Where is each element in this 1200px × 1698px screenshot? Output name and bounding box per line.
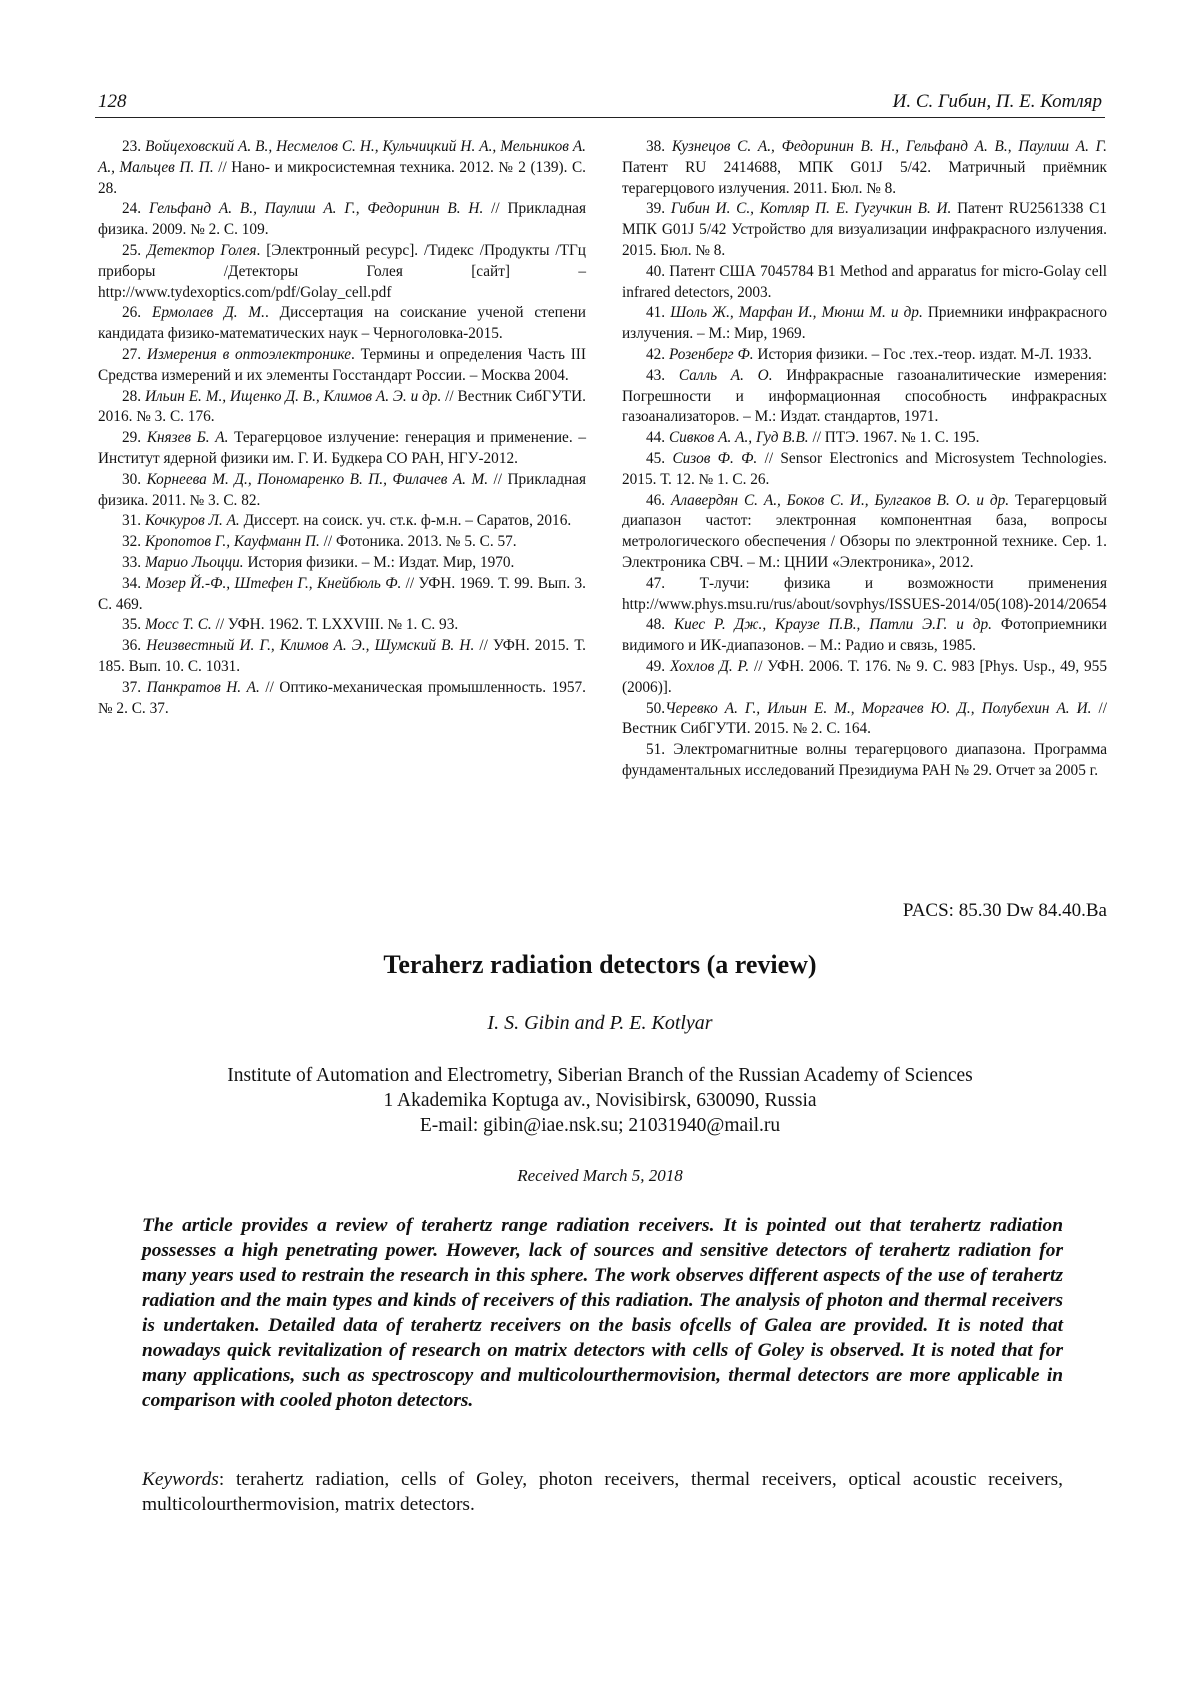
reference-item bbox=[98, 574, 586, 616]
reference-authors: Кузнецов С. А., Федоринин В. Н., Гельфанд А. В., Паулиш А. Г. bbox=[672, 138, 1107, 155]
references-left-column bbox=[98, 137, 586, 719]
reference-number: 47. bbox=[646, 575, 700, 592]
reference-authors: Мозер Й.-Ф., Штефен Г., Кнейбюль Ф. bbox=[145, 575, 401, 592]
reference-text: // Фотоника. 2013. № 5. С. 57. bbox=[320, 533, 517, 550]
reference-text: // Оптико-механическая промышленность. 1957. № 2. С. 37. bbox=[98, 679, 586, 717]
reference-number: 42. bbox=[646, 346, 669, 363]
reference-authors: Хохлов Д. Р. bbox=[670, 658, 749, 675]
reference-authors: Князев Б. А. bbox=[147, 429, 229, 446]
reference-authors: Войцеховский А. В., Несмелов С. Н., Кульчицкий Н. А., Мельников А. А., Мальцев П. П. bbox=[98, 138, 586, 176]
reference-authors: Гельфанд А. В., Паулиш А. Г., Федоринин В. Н. bbox=[149, 200, 483, 217]
reference-number: 36. bbox=[122, 637, 146, 654]
reference-text: // ПТЭ. 1967. № 1. С. 195. bbox=[809, 429, 980, 446]
reference-number: 41. bbox=[646, 304, 670, 321]
reference-text: // УФН. 1969. Т. 99. Вып. 3. С. 469. bbox=[98, 575, 586, 613]
reference-number: 38. bbox=[646, 138, 672, 155]
reference-text: Электромагнитные волны терагерцового диапазона. Программа фундаментальных исследований Президиума РАН № 29. Отчет за 2005 г. bbox=[622, 741, 1107, 779]
page-header bbox=[95, 91, 1105, 118]
reference-authors: Кочкуров Л. А. bbox=[145, 512, 240, 529]
keywords bbox=[142, 1467, 1063, 1517]
reference-item bbox=[98, 636, 586, 678]
reference-item bbox=[98, 345, 586, 387]
reference-number: 51. bbox=[646, 741, 673, 758]
reference-authors: Неизвестный И. Г., Климов А. Э., Шумский В. Н. bbox=[146, 637, 474, 654]
reference-item bbox=[622, 345, 1107, 366]
reference-number: 46. bbox=[646, 492, 671, 509]
reference-item bbox=[622, 574, 1107, 616]
reference-item bbox=[98, 615, 586, 636]
reference-number: 44. bbox=[646, 429, 669, 446]
reference-item bbox=[622, 366, 1107, 428]
reference-text: // УФН. 2006. Т. 176. № 9. С. 983 [Phys. Usp., 49, 955 (2006)]. bbox=[622, 658, 1107, 696]
reference-authors: Алавердян С. А., Боков С. И., Булгаков В. О. и др. bbox=[671, 492, 1009, 509]
reference-text: // Нано- и микросистемная техника. 2012. № 2 (139). С. 28. bbox=[98, 159, 586, 197]
reference-authors: Кропотов Г., Кауфманн П. bbox=[145, 533, 320, 550]
reference-item bbox=[622, 491, 1107, 574]
reference-number: 39. bbox=[646, 200, 671, 217]
reference-item bbox=[622, 262, 1107, 304]
reference-item bbox=[98, 137, 586, 199]
affiliation bbox=[0, 1063, 1200, 1138]
reference-item bbox=[98, 199, 586, 241]
reference-authors: Корнеева М. Д., Пономаренко В. П., Филачев А. М. bbox=[147, 471, 488, 488]
reference-number: 32. bbox=[122, 533, 145, 550]
reference-number: 23. bbox=[122, 138, 145, 155]
reference-number: 43. bbox=[646, 367, 679, 384]
reference-number: 26. bbox=[122, 304, 152, 321]
reference-text: // Прикладная физика. 2011. № 3. С. 82. bbox=[98, 471, 586, 509]
reference-number: 27. bbox=[122, 346, 147, 363]
affiliation-line: Institute of Automation and Electrometry, Siberian Branch of the Russian Academy of Sciences bbox=[0, 1063, 1200, 1088]
reference-number: 48. bbox=[646, 616, 674, 633]
keywords-label: Keywords bbox=[142, 1469, 219, 1490]
reference-item bbox=[98, 241, 586, 303]
abstract: The article provides a review of terahertz range radiation receivers. It is pointed out that terahertz radiation possesses a high penetrating power. However, lack of sources and sensitive detectors of terahertz radiation for many years used to restrain the research in this sphere. The work observes different aspects of the use of terahertz radiation and the main types and kinds of receivers of this radiation. The analysis of photon and thermal receivers is undertaken. Detailed data of terahertz receivers on the basis ofcells of Galea are provided. It is noted that nowadays quick revitalization of research on matrix detectors with cells of Goley is observed. It is noted that for many applications, such as spectroscopy and multicolourthermovision, thermal detectors are more applicable in comparison with cooled photon detectors. bbox=[142, 1213, 1063, 1413]
article-authors: I. S. Gibin and P. E. Kotlyar bbox=[0, 1012, 1200, 1035]
reference-text: Терагерцовое излучение: генерация и применение. – Институт ядерной физики им. Г. И. Будкера СО РАН, НГУ-2012. bbox=[98, 429, 586, 467]
reference-item bbox=[622, 303, 1107, 345]
reference-text: . Термины и определения Часть III Средства измерений и их элементы Госстандарт России. – Москва 2004. bbox=[98, 346, 586, 384]
reference-item bbox=[98, 532, 586, 553]
reference-authors: Марио Льоцци. bbox=[145, 554, 244, 571]
reference-text: Терагерцовый диапазон частот: электронная компонентная база, вопросы метрологического обеспечения / Обзоры по электронной технике. Сер. 1. Электроника СВЧ. – М.: ЦНИИ «Электроника», 2012. bbox=[622, 492, 1107, 571]
reference-number: 49. bbox=[646, 658, 670, 675]
reference-authors: Розенберг Ф. bbox=[669, 346, 754, 363]
reference-text: Патент США 7045784 B1 Method and apparatus for micro-Golay cell infrared detectors, 2003. bbox=[622, 263, 1107, 301]
reference-item bbox=[622, 657, 1107, 699]
reference-authors: Ильин Е. М., Ищенко Д. В., Климов А. Э. и др. bbox=[145, 388, 441, 405]
reference-text: // УФН. 2015. Т. 185. Вып. 10. С. 1031. bbox=[98, 637, 586, 675]
reference-number: 50. bbox=[646, 700, 665, 717]
reference-text: // Вестник СибГУТИ. 2016. № 3. С. 176. bbox=[98, 388, 586, 426]
reference-text: Инфракрасные газоаналитические измерения: Погрешности и информационная способность инфракрасных газоанализаторов. – М.: Издат. стандартов, 1971. bbox=[622, 367, 1107, 426]
reference-number: 33. bbox=[122, 554, 145, 571]
reference-text: // Прикладная физика. 2009. № 2. С. 109. bbox=[98, 200, 586, 238]
pacs-code: PACS: 85.30 Dw 84.40.Ba bbox=[903, 900, 1107, 922]
reference-item bbox=[622, 199, 1107, 261]
reference-item bbox=[98, 387, 586, 429]
reference-item bbox=[622, 137, 1107, 199]
reference-text: // Вестник СибГУТИ. 2015. № 2. С. 164. bbox=[622, 700, 1107, 738]
received-date: Received March 5, 2018 bbox=[0, 1166, 1200, 1186]
reference-text: Т-лучи: физика и возможности применения http://www.phys.msu.ru/rus/about/sovphys/ISSUES-2014/05(108)-2014/20654 bbox=[622, 575, 1107, 613]
reference-number: 24. bbox=[122, 200, 149, 217]
reference-text: . [Электронный ресурс]. /Тидекс /Продукты /ТГц приборы /Детекторы Голея [сайт] – http://www.tydexoptics.com/pdf/Golay_cell.pdf bbox=[98, 242, 586, 301]
reference-item bbox=[98, 553, 586, 574]
reference-item bbox=[98, 470, 586, 512]
running-head: И. С. Гибин, П. Е. Котляр bbox=[893, 91, 1102, 113]
reference-number: 28. bbox=[122, 388, 145, 405]
page-number: 128 bbox=[98, 91, 127, 113]
reference-number: 25. bbox=[122, 242, 147, 259]
reference-text: // УФН. 1962. Т. LXXVIII. № 1. С. 93. bbox=[212, 616, 458, 633]
reference-text: История физики. – Гос .тех.-теор. издат. М-Л. 1933. bbox=[754, 346, 1092, 363]
reference-item bbox=[98, 428, 586, 470]
reference-text: Диссерт. на соиск. уч. ст.к. ф-м.н. – Саратов, 2016. bbox=[240, 512, 571, 529]
reference-item bbox=[98, 303, 586, 345]
reference-text: Патент RU 2414688, МПК G01J 5/42. Матричный приёмник терагерцового излучения. 2011. Бюл. № 8. bbox=[622, 159, 1107, 197]
reference-authors: Сивков А. А., Гуд В.В. bbox=[669, 429, 809, 446]
reference-authors: Детектор Голея bbox=[147, 242, 256, 259]
article-title: Teraherz radiation detectors (a review) bbox=[0, 950, 1200, 980]
reference-authors: Черевко А. Г., Ильин Е. М., Моргачев Ю. Д., Полубехин А. И. bbox=[665, 700, 1091, 717]
reference-text: . Диссертация на соискание ученой степени кандидата физико-математических наук – Черноголовка-2015. bbox=[98, 304, 586, 342]
reference-number: 30. bbox=[122, 471, 147, 488]
keywords-text: : terahertz radiation, cells of Goley, photon receivers, thermal receivers, optical acoustic receivers, multicolourthermovision, matrix detectors. bbox=[142, 1469, 1063, 1515]
reference-authors: Мосс Т. С. bbox=[145, 616, 212, 633]
reference-number: 45. bbox=[646, 450, 672, 467]
reference-number: 31. bbox=[122, 512, 145, 529]
reference-text: Приемники инфракрасного излучения. – М.: Мир, 1969. bbox=[622, 304, 1107, 342]
reference-item bbox=[622, 428, 1107, 449]
reference-number: 37. bbox=[122, 679, 147, 696]
reference-number: 34. bbox=[122, 575, 145, 592]
reference-text: Фотоприемники видимого и ИК-диапазонов. – М.: Радио и связь, 1985. bbox=[622, 616, 1107, 654]
reference-item bbox=[622, 449, 1107, 491]
references-right-column bbox=[622, 137, 1107, 782]
reference-item bbox=[98, 511, 586, 532]
reference-text: Патент RU2561338 C1 МПК G01J 5/42 Устройство для визуализации инфракрасного излучения. 2015. Бюл. № 8. bbox=[622, 200, 1107, 259]
reference-number: 40. bbox=[646, 263, 669, 280]
reference-text: // Sensor Electronics and Microsystem Technologies. 2015. Т. 12. № 1. С. 26. bbox=[622, 450, 1107, 488]
reference-number: 35. bbox=[122, 616, 145, 633]
reference-authors: Киес Р. Дж., Краузе П.В., Патли Э.Г. и др. bbox=[674, 616, 992, 633]
affiliation-line: 1 Akademika Koptuga av., Novisibirsk, 630090, Russia bbox=[0, 1088, 1200, 1113]
reference-text: История физики. – М.: Издат. Мир, 1970. bbox=[244, 554, 515, 571]
reference-authors: Шоль Ж., Марфан И., Мюнш М. и др. bbox=[670, 304, 923, 321]
reference-authors: Ермолаев Д. М. bbox=[152, 304, 265, 321]
reference-item bbox=[98, 678, 586, 720]
reference-authors: Панкратов Н. А. bbox=[147, 679, 260, 696]
reference-authors: Салль А. О. bbox=[679, 367, 773, 384]
reference-number: 29. bbox=[122, 429, 147, 446]
reference-item bbox=[622, 615, 1107, 657]
reference-item bbox=[622, 699, 1107, 741]
reference-authors: Гибин И. С., Котляр П. Е. Гугучкин В. И. bbox=[671, 200, 952, 217]
reference-authors: Измерения в оптоэлектронике bbox=[147, 346, 351, 363]
email-line: E-mail: gibin@iae.nsk.su; 21031940@mail.ru bbox=[0, 1113, 1200, 1138]
reference-authors: Сизов Ф. Ф. bbox=[672, 450, 757, 467]
reference-item bbox=[622, 740, 1107, 782]
